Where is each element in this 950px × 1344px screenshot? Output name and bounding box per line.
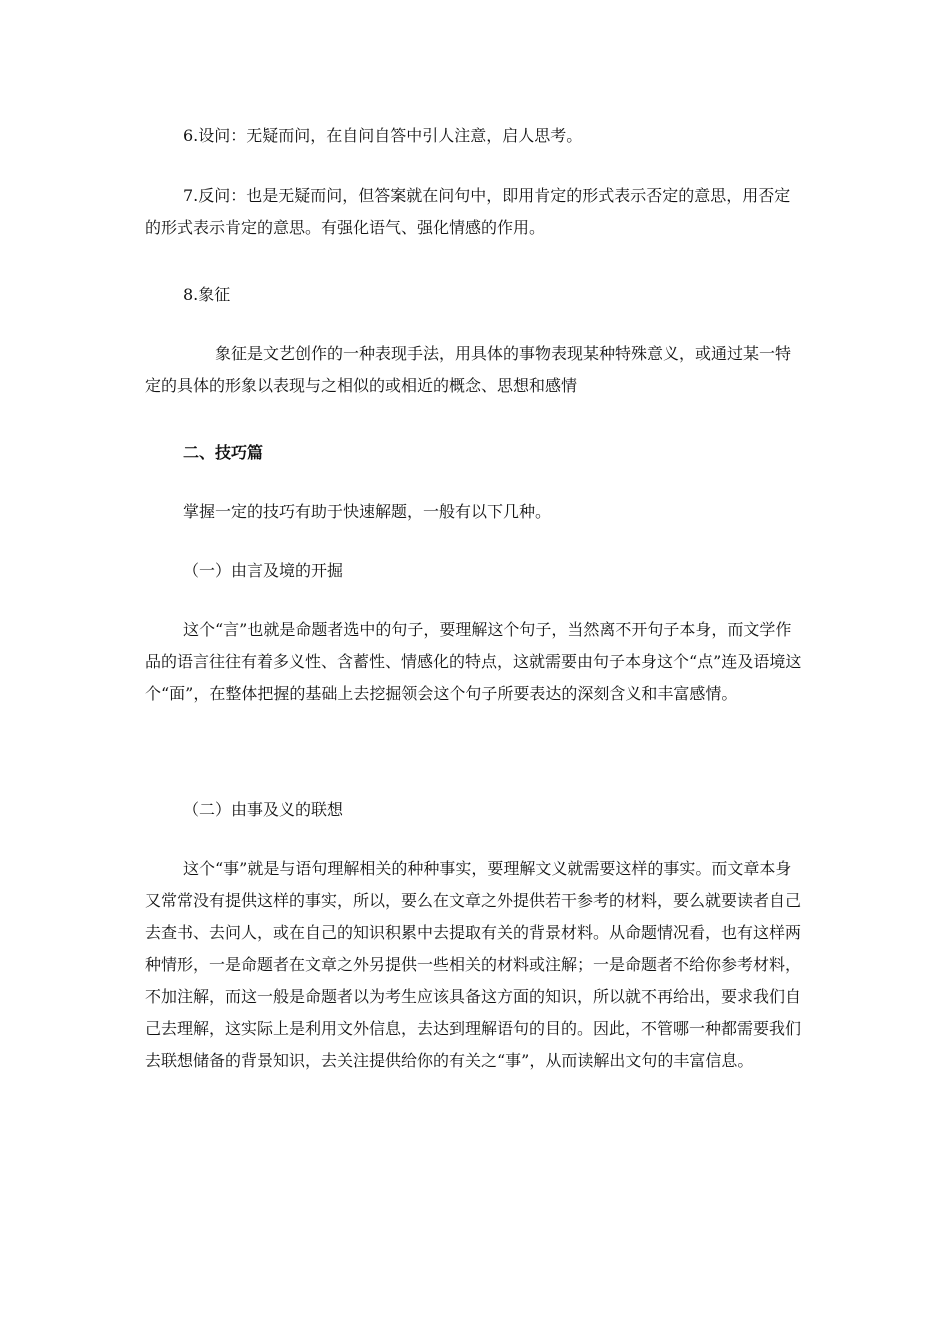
paragraph-technique-one-body: 这个“言”也就是命题者选中的句子，要理解这个句子，当然离不开句子本身，而文学作品的语言往往有着多义性、含蓄性、情感化的特点，这就需要由句子本身这个“点”连及语境这个“面”，在整体把握的基础上去挖掘领会这个句子所要表达的深刻含义和丰富感情。 — [145, 620, 802, 703]
paragraph-techniques-intro: 掌握一定的技巧有助于快速解题，一般有以下几种。 — [183, 502, 552, 521]
paragraph-symbolism-definition: 象征是文艺创作的一种表现手法，用具体的事物表现某种特殊意义，或通过某一特定的具体的形象以表现与之相似的或相近的概念、思想和感情 — [145, 344, 792, 395]
subheading-technique-one: （一）由言及境的开掘 — [183, 561, 344, 580]
paragraph-symbolism-heading: 8.象征 — [183, 285, 231, 304]
paragraph-technique-two-body: 这个“事”就是与语句理解相关的种种事实，要理解文义就需要这样的事实。而文章本身又常常没有提供这样的事实，所以，要么在文章之外提供若干参考的材料，要么就要读者自己去查书、去问人，或在自己的知识积累中去提取有关的背景材料。从命题情况看，也有这样两种情形，一是命题者在文章之外另提供一些相关的材料或注解；一是命题者不给你参考材料，不加注解，而这一般是命题者以为考生应该具备这方面的知识，所以就不再给出，要求我们自己去理解，这实际上是利用文外信息，去达到理解语句的目的。因此，不管哪一种都需要我们去联想储备的背景知识，去关注提供给你的有关之“事”，从而读解出文句的丰富信息。 — [145, 859, 802, 1070]
section-heading-techniques: 二、技巧篇 — [183, 443, 264, 462]
paragraph-rhetorical-question-sheqwen: 6.设问：无疑而问，在自问自答中引人注意，启人思考。 — [183, 126, 583, 145]
subheading-technique-two: （二）由事及义的联想 — [183, 800, 344, 819]
paragraph-rhetorical-question-fanwen: 7.反问：也是无疑而问，但答案就在问句中，即用肯定的形式表示否定的意思，用否定的形式表示肯定的意思。有强化语气、强化情感的作用。 — [145, 186, 791, 237]
